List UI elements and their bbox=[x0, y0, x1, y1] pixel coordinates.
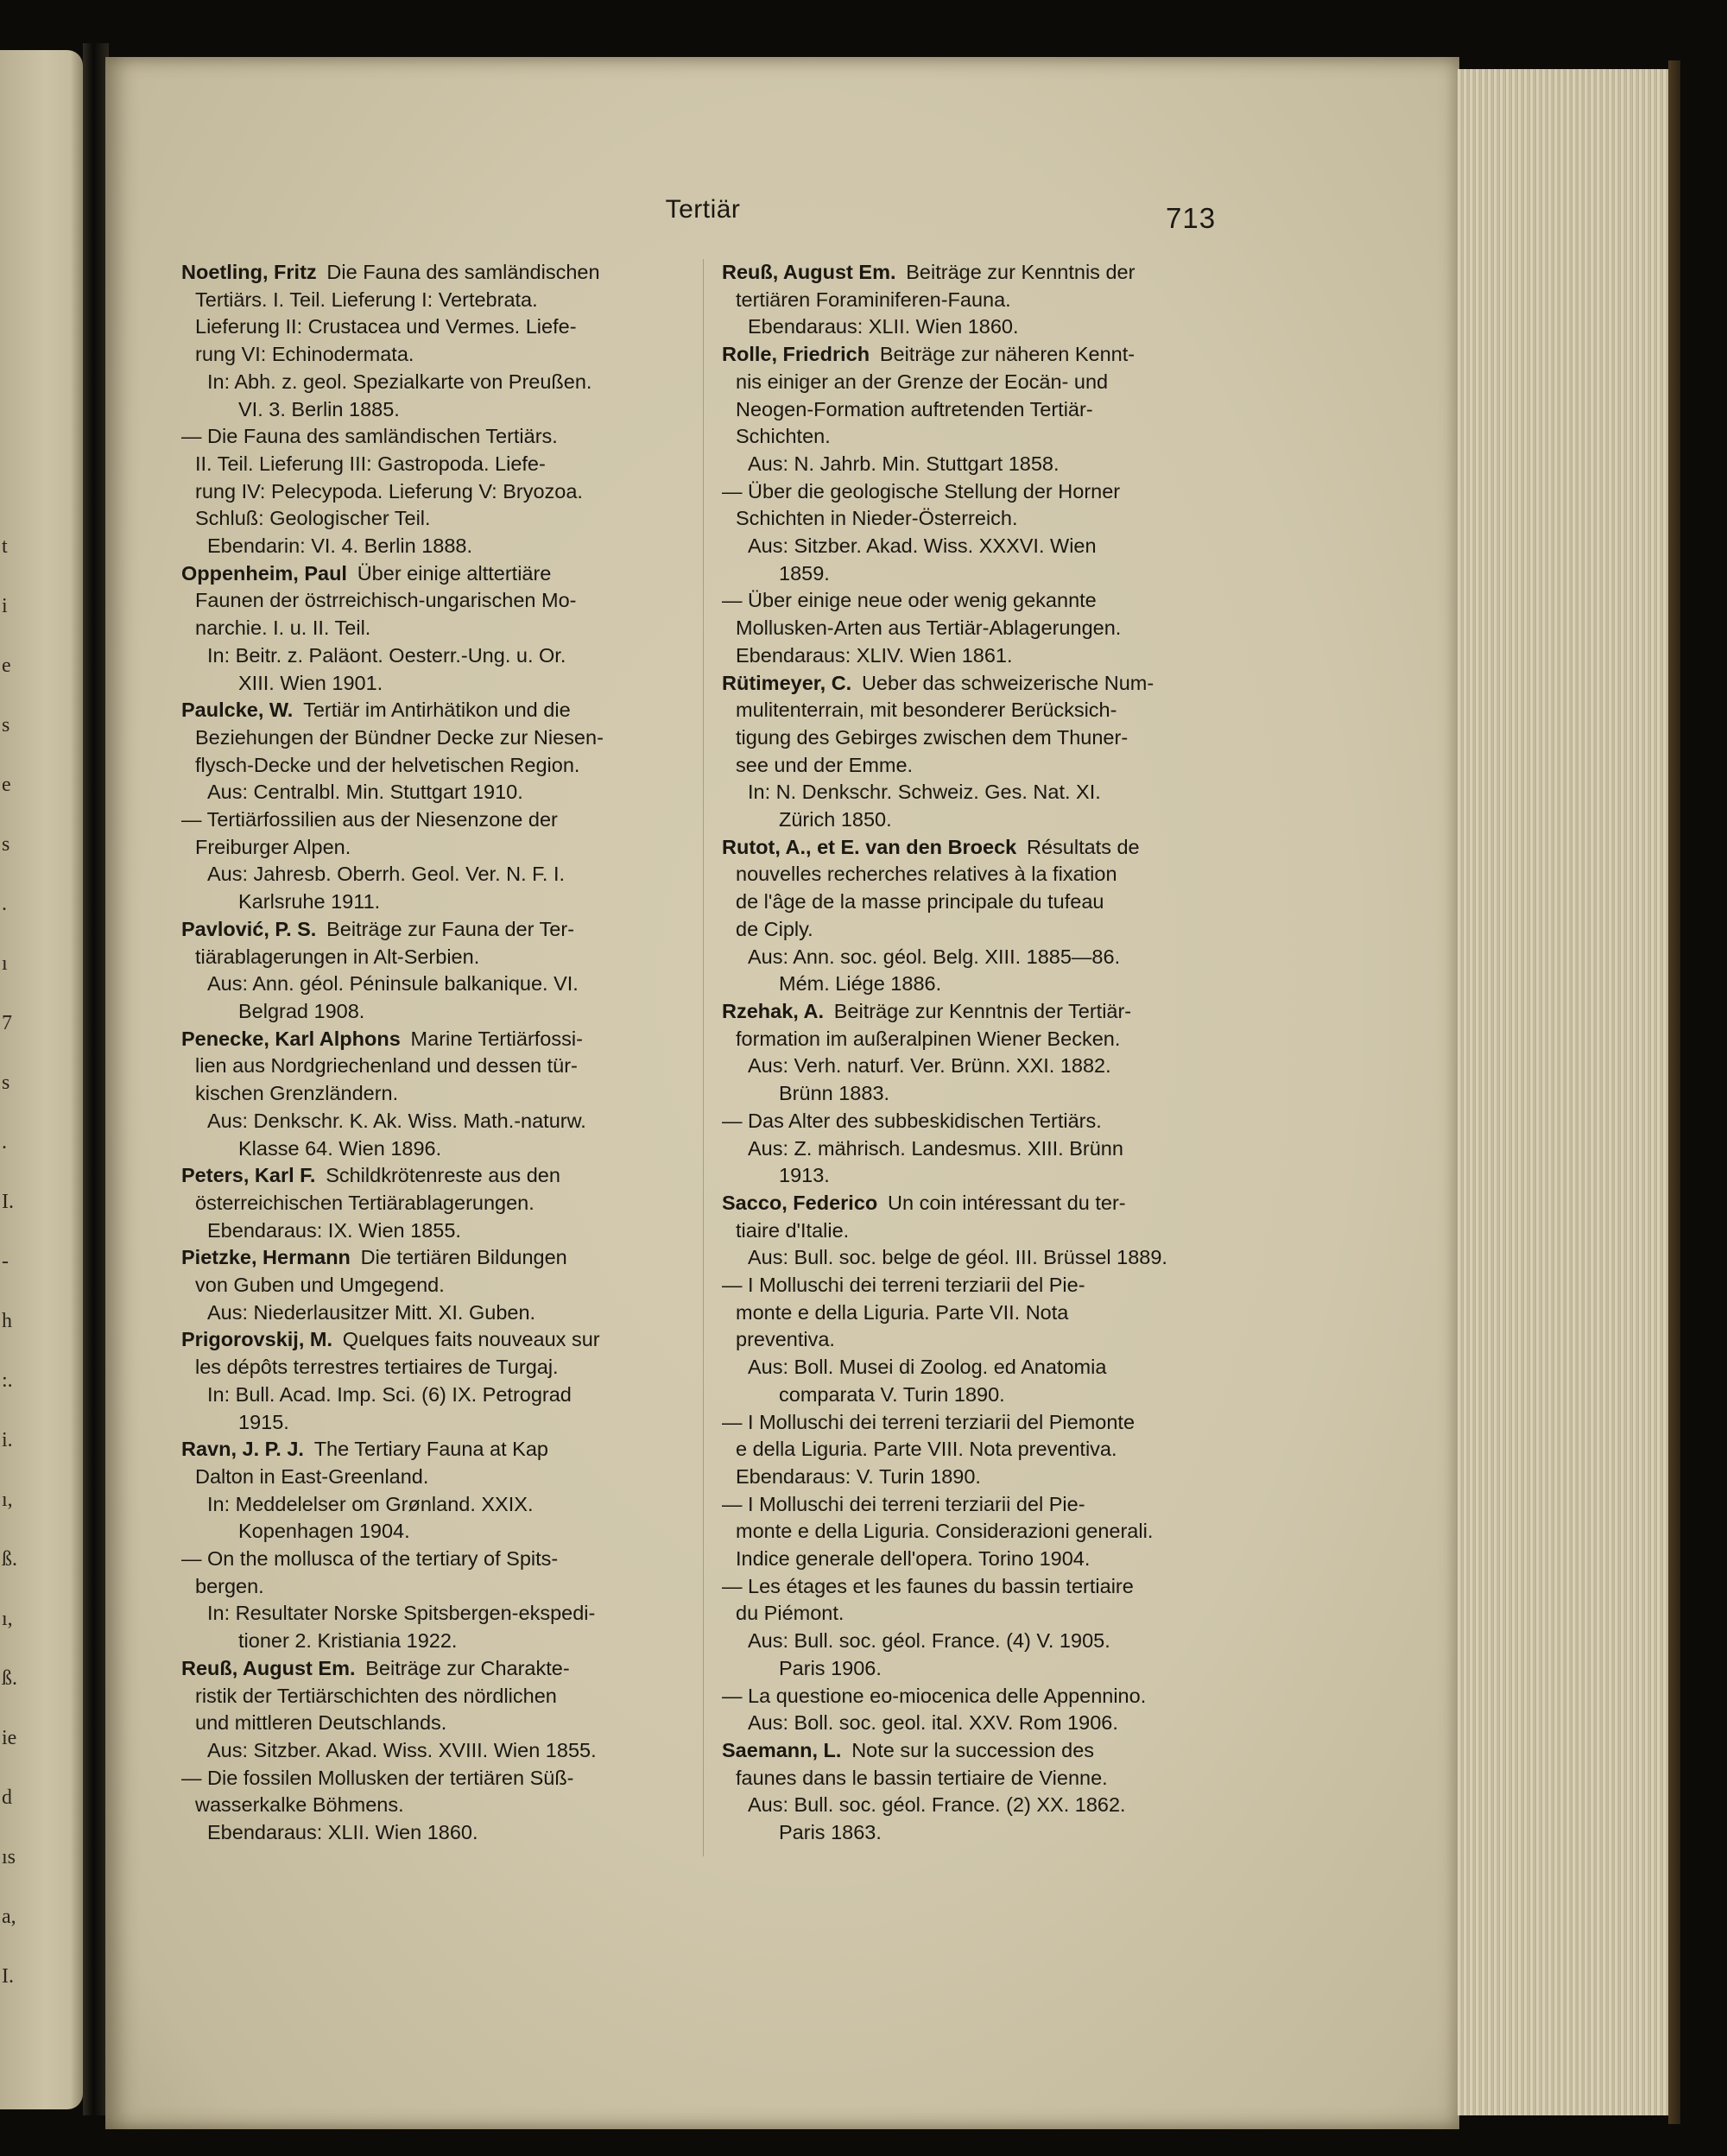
entry-text: wasserkalke Böhmens. bbox=[195, 1793, 404, 1817]
entry-text: Schildkrötenreste aus den bbox=[326, 1164, 560, 1187]
entry-source-line: Belgrad 1908. bbox=[238, 999, 365, 1022]
entry-text: Note sur la succession des bbox=[851, 1738, 1095, 1761]
entry-text: Beiträge zur Fauna der Ter- bbox=[326, 917, 575, 940]
entry-continuation-line bbox=[181, 1573, 689, 1601]
entry-text: bergen. bbox=[195, 1574, 264, 1597]
entry-continuation-line bbox=[181, 724, 689, 752]
entry-source-line: Ebendaraus: V. Turin 1890. bbox=[736, 1464, 981, 1488]
entry-author: Peters, Karl F. bbox=[181, 1164, 316, 1187]
entry-author: Rzehak, A. bbox=[722, 999, 824, 1022]
entry-continuation-line bbox=[181, 1053, 689, 1080]
entry-text: II. Teil. Lieferung III: Gastropoda. Liefe- bbox=[195, 452, 546, 475]
entry-text: Über einige neue oder wenig gekannte bbox=[748, 589, 1097, 612]
entry-title-line bbox=[722, 670, 1230, 698]
entry-text: Ueber das schweizerische Num- bbox=[861, 671, 1154, 694]
entry-text: Beiträge zur näheren Kennt- bbox=[879, 343, 1136, 366]
entry-text: On the mollusca of the tertiary of Spits- bbox=[207, 1547, 559, 1571]
entry-title-line bbox=[722, 587, 1230, 615]
ditto-dash: — bbox=[722, 1274, 743, 1297]
entry-title-line bbox=[181, 1244, 689, 1272]
entry-text: Die Fauna des samländischen bbox=[326, 261, 600, 283]
entry-source-line: Aus: Jahresb. Oberrh. Geol. Ver. N. F. I. bbox=[207, 863, 566, 886]
bibliography-entry bbox=[722, 1737, 1230, 1847]
facing-page-fragment: ß. bbox=[2, 1548, 17, 1571]
entry-text: Die Fauna des samländischen Tertiärs. bbox=[207, 425, 558, 448]
facing-page-fragment: d bbox=[2, 1786, 12, 1809]
entry-continuation-line bbox=[722, 752, 1230, 780]
entry-continuation-line bbox=[722, 888, 1230, 916]
entry-source-line: Aus: Sitzber. Akad. Wiss. XVIII. Wien 1855. bbox=[207, 1738, 597, 1761]
entry-continuation-line bbox=[722, 1600, 1230, 1628]
entry-source-line: Aus: Centralbl. Min. Stuttgart 1910. bbox=[207, 781, 523, 804]
entry-text: Beiträge zur Kenntnis der Tertiär- bbox=[833, 999, 1132, 1022]
entry-text: Faunen der östrreichisch-ungarischen Mo- bbox=[195, 589, 577, 612]
bibliography-entry bbox=[181, 1162, 689, 1244]
bibliography-entry bbox=[722, 1272, 1230, 1409]
entry-source-line: VI. 3. Berlin 1885. bbox=[238, 397, 400, 420]
facing-page-fragment: :. bbox=[2, 1369, 13, 1392]
entry-text: Tertiärfossilien aus der Niesenzone der bbox=[206, 808, 558, 831]
entry-author: Noetling, Fritz bbox=[181, 261, 317, 283]
entry-text: tertiären Foraminiferen-Fauna. bbox=[736, 288, 1011, 311]
column-divider bbox=[703, 259, 704, 1856]
facing-page-fragment: I. bbox=[2, 1965, 14, 1988]
entry-author: Rolle, Friedrich bbox=[722, 343, 870, 366]
bibliography-entry bbox=[722, 1108, 1230, 1190]
entry-text: Das Alter des subbeskidischen Tertiärs. bbox=[748, 1109, 1102, 1132]
facing-page-fragment: I. bbox=[2, 1191, 14, 1213]
entry-source-line: 1859. bbox=[779, 561, 830, 585]
entry-text: Beiträge zur Kenntnis der bbox=[906, 261, 1136, 283]
entry-source-line: Aus: Boll. Musei di Zoolog. ed Anatomia bbox=[748, 1356, 1107, 1379]
entry-source-line: Aus: Boll. soc. geol. ital. XXV. Rom 1906. bbox=[748, 1711, 1118, 1735]
facing-page-fragment: i bbox=[2, 595, 8, 617]
bibliography-entry bbox=[722, 1409, 1230, 1491]
bibliography-entry bbox=[722, 670, 1230, 834]
entry-title-line bbox=[722, 834, 1230, 862]
entry-text: Mollusken-Arten aus Tertiär-Ablagerungen. bbox=[736, 616, 1122, 640]
left-column bbox=[181, 259, 689, 1847]
entry-title-line bbox=[181, 1765, 689, 1792]
bibliography-entry bbox=[181, 916, 689, 1026]
entry-continuation-line bbox=[181, 341, 689, 369]
entry-author: Penecke, Karl Alphons bbox=[181, 1027, 401, 1050]
facing-page-fragment: ı, bbox=[2, 1489, 13, 1511]
page-block-edges bbox=[1458, 69, 1673, 2115]
entry-continuation-line bbox=[181, 1792, 689, 1819]
entry-text: Dalton in East-Greenland. bbox=[195, 1464, 429, 1488]
bibliography-entry bbox=[181, 423, 689, 560]
bibliography-entry bbox=[722, 1190, 1230, 1272]
entry-title-line bbox=[181, 1655, 689, 1683]
ditto-dash: — bbox=[722, 1574, 743, 1597]
entry-continuation-line bbox=[181, 1272, 689, 1299]
bibliography-entry bbox=[181, 1326, 689, 1436]
entry-text: Die tertiären Bildungen bbox=[360, 1246, 567, 1269]
facing-page-fragment: . bbox=[2, 1131, 7, 1154]
entry-title-line bbox=[722, 1190, 1230, 1217]
entry-source-line: Klasse 64. Wien 1896. bbox=[238, 1136, 442, 1160]
bibliography-entry bbox=[181, 697, 689, 806]
bibliography-entry bbox=[181, 1026, 689, 1163]
ditto-dash: — bbox=[722, 1410, 743, 1433]
ditto-dash: — bbox=[181, 425, 202, 448]
facing-page-fragment: t bbox=[2, 535, 8, 558]
entry-continuation-line bbox=[181, 1190, 689, 1217]
entry-source-line: Aus: Ann. soc. géol. Belg. XIII. 1885—86. bbox=[748, 945, 1121, 968]
bibliography-entry bbox=[181, 1436, 689, 1546]
entry-continuation-line bbox=[722, 1518, 1230, 1546]
bibliography-entry bbox=[722, 341, 1230, 478]
entry-source-line: Ebendaraus: IX. Wien 1855. bbox=[207, 1218, 461, 1242]
entry-source-line: In: N. Denkschr. Schweiz. Ges. Nat. XI. bbox=[748, 781, 1101, 804]
entry-title-line bbox=[722, 1272, 1230, 1299]
ditto-dash: — bbox=[181, 1766, 202, 1789]
entry-continuation-line bbox=[181, 451, 689, 478]
entry-title-line bbox=[722, 1491, 1230, 1519]
facing-page-fragment: e bbox=[2, 774, 11, 796]
entry-text: Die fossilen Mollusken der tertiären Süß- bbox=[207, 1766, 574, 1789]
entry-author: Rütimeyer, C. bbox=[722, 671, 852, 694]
entry-text: mulitenterrain, mit besonderer Berücksich- bbox=[736, 699, 1117, 722]
entry-title-line bbox=[181, 916, 689, 944]
bibliography-entry bbox=[722, 1491, 1230, 1573]
entry-text: e della Liguria. Parte VIII. Nota preventiva. bbox=[736, 1438, 1117, 1461]
entry-text: von Guben und Umgegend. bbox=[195, 1274, 445, 1297]
entry-text: Résultats de bbox=[1027, 835, 1140, 858]
entry-title-line bbox=[722, 1573, 1230, 1601]
entry-author: Saemann, L. bbox=[722, 1738, 842, 1761]
entry-text: Un coin intéressant du ter- bbox=[888, 1191, 1126, 1214]
entry-source-line: Aus: Verh. naturf. Ver. Brünn. XXI. 1882. bbox=[748, 1054, 1111, 1078]
bibliography-entry bbox=[181, 806, 689, 916]
facing-page-fragment: a, bbox=[2, 1906, 16, 1928]
entry-text: rung VI: Echinodermata. bbox=[195, 343, 414, 366]
ditto-dash: — bbox=[181, 808, 202, 831]
entry-source-line: Aus: Sitzber. Akad. Wiss. XXXVI. Wien bbox=[748, 534, 1097, 558]
entry-text: Tertiärs. I. Teil. Lieferung I: Vertebrata. bbox=[195, 288, 538, 311]
facing-page-fragment: s bbox=[2, 1072, 10, 1094]
running-title: Tertiär bbox=[665, 195, 741, 224]
entry-continuation-line bbox=[722, 1326, 1230, 1354]
entry-continuation-line bbox=[722, 423, 1230, 451]
entry-text: The Tertiary Fauna at Kap bbox=[313, 1438, 548, 1461]
entry-source-line: 1913. bbox=[779, 1164, 830, 1187]
bibliography-entry bbox=[722, 478, 1230, 588]
entry-text: I Molluschi dei terreni terziarii del Pie- bbox=[748, 1274, 1085, 1297]
entry-continuation-line bbox=[722, 1217, 1230, 1245]
entry-text: kischen Grenzländern. bbox=[195, 1082, 399, 1105]
entry-source-line: Aus: Bull. soc. belge de géol. III. Brüssel 1889. bbox=[748, 1246, 1167, 1269]
entry-title-line bbox=[722, 1737, 1230, 1765]
entry-author: Pavlović, P. S. bbox=[181, 917, 317, 940]
entry-text: tigung des Gebirges zwischen dem Thuner- bbox=[736, 725, 1129, 749]
ditto-dash: — bbox=[722, 1109, 743, 1132]
bibliography-entry bbox=[181, 1244, 689, 1326]
cover-edge bbox=[1668, 60, 1680, 2124]
entry-title-line bbox=[181, 1546, 689, 1573]
entry-continuation-line bbox=[722, 287, 1230, 314]
entry-continuation-line bbox=[181, 287, 689, 314]
facing-page-fragment: ie bbox=[2, 1727, 17, 1749]
ditto-dash: — bbox=[181, 1547, 202, 1571]
entry-text: formation im außeralpinen Wiener Becken. bbox=[736, 1027, 1121, 1050]
entry-source-line: In: Meddelelser om Grønland. XXIX. bbox=[207, 1492, 534, 1515]
entry-text: les dépôts terrestres tertiaires de Turgaj. bbox=[195, 1356, 559, 1379]
entry-continuation-line bbox=[181, 615, 689, 642]
facing-page-fragment: ß. bbox=[2, 1667, 17, 1690]
entry-source-line: comparata V. Turin 1890. bbox=[779, 1382, 1005, 1406]
entry-continuation-line bbox=[181, 587, 689, 615]
entry-source-line: Paris 1906. bbox=[779, 1656, 882, 1679]
entry-source-line: Aus: Z. mährisch. Landesmus. XIII. Brünn bbox=[748, 1136, 1123, 1160]
entry-text: Schichten. bbox=[736, 425, 831, 448]
entry-source-line: Aus: Niederlausitzer Mitt. XI. Guben. bbox=[207, 1300, 536, 1324]
entry-text: monte e della Liguria. Considerazioni generali. bbox=[736, 1520, 1154, 1543]
entry-continuation-line bbox=[722, 1546, 1230, 1573]
entry-source-line: tioner 2. Kristiania 1922. bbox=[238, 1629, 458, 1653]
entry-source-line: 1915. bbox=[238, 1410, 289, 1433]
entry-title-line bbox=[181, 1326, 689, 1354]
facing-page-fragment: . bbox=[2, 893, 7, 915]
bibliography-entry bbox=[722, 1683, 1230, 1737]
entry-continuation-line bbox=[181, 1080, 689, 1108]
entry-title-line bbox=[722, 1409, 1230, 1437]
bibliography-entry bbox=[181, 1655, 689, 1765]
entry-text: nis einiger an der Grenze der Eocän- und bbox=[736, 370, 1109, 393]
entry-text: Freiburger Alpen. bbox=[195, 835, 351, 858]
entry-source-line: Aus: Bull. soc. géol. France. (4) V. 1905. bbox=[748, 1629, 1110, 1653]
entry-source-line: Karlsruhe 1911. bbox=[238, 890, 381, 914]
entry-source-line: Ebendaraus: XLIV. Wien 1861. bbox=[736, 643, 1013, 667]
facing-page-fragment: 7 bbox=[2, 1012, 12, 1034]
entry-text: Indice generale dell'opera. Torino 1904. bbox=[736, 1547, 1091, 1571]
entry-title-line bbox=[722, 341, 1230, 369]
entry-source-line: Ebendaraus: XLII. Wien 1860. bbox=[748, 315, 1019, 338]
entry-text: de Ciply. bbox=[736, 917, 813, 940]
entry-text: Schluß: Geologischer Teil. bbox=[195, 507, 431, 530]
facing-page-fragment: i. bbox=[2, 1429, 13, 1451]
entry-source-line: Paris 1863. bbox=[779, 1821, 882, 1844]
entry-author: Reuß, August Em. bbox=[181, 1656, 356, 1679]
entry-title-line bbox=[181, 1162, 689, 1190]
entry-title-line bbox=[722, 998, 1230, 1026]
entry-title-line bbox=[181, 259, 689, 287]
facing-page-fragment: ıs bbox=[2, 1846, 16, 1868]
entry-author: Pietzke, Hermann bbox=[181, 1246, 351, 1269]
entry-text: Tertiär im Antirhätikon und die bbox=[303, 699, 571, 722]
entry-source-line: Ebendaraus: XLII. Wien 1860. bbox=[207, 1821, 478, 1844]
entry-title-line bbox=[181, 1436, 689, 1464]
entry-continuation-line bbox=[181, 1683, 689, 1710]
entry-source-line: Mém. Liége 1886. bbox=[779, 972, 942, 996]
bibliography-entry bbox=[722, 1573, 1230, 1683]
entry-title-line bbox=[181, 1026, 689, 1053]
entry-text: Marine Tertiärfossi- bbox=[410, 1027, 583, 1050]
bibliography-entry bbox=[722, 834, 1230, 998]
entry-source-line: XIII. Wien 1901. bbox=[238, 671, 383, 694]
entry-text: du Piémont. bbox=[736, 1602, 845, 1625]
entry-author: Sacco, Federico bbox=[722, 1191, 878, 1214]
ditto-dash: — bbox=[722, 1684, 743, 1707]
entry-source-line: Aus: Ann. géol. Péninsule balkanique. VI. bbox=[207, 972, 579, 996]
entry-text: Neogen-Formation auftretenden Tertiär- bbox=[736, 397, 1093, 420]
left-page-edge bbox=[0, 50, 83, 2109]
entry-source-line: In: Beitr. z. Paläont. Oesterr.-Ung. u. Or. bbox=[207, 643, 566, 667]
facing-page-fragment: e bbox=[2, 654, 11, 677]
entry-author: Ravn, J. P. J. bbox=[181, 1438, 304, 1461]
bibliography-entry bbox=[722, 587, 1230, 669]
entry-continuation-line bbox=[181, 1710, 689, 1737]
entry-text: Über die geologische Stellung der Horner bbox=[748, 479, 1121, 503]
entry-text: I Molluschi dei terreni terziarii del Pie- bbox=[748, 1492, 1085, 1515]
entry-continuation-line bbox=[722, 1765, 1230, 1792]
entry-title-line bbox=[722, 259, 1230, 287]
entry-source-line: Aus: Bull. soc. géol. France. (2) XX. 1862. bbox=[748, 1793, 1126, 1817]
ditto-dash: — bbox=[722, 1492, 743, 1515]
entry-continuation-line bbox=[722, 697, 1230, 724]
entry-text: flysch-Decke und der helvetischen Region. bbox=[195, 753, 580, 776]
facing-page-fragment: h bbox=[2, 1310, 12, 1332]
page-number: 713 bbox=[1166, 202, 1217, 234]
ditto-dash: — bbox=[722, 589, 743, 612]
entry-continuation-line bbox=[181, 505, 689, 533]
entry-source-line: Ebendarin: VI. 4. Berlin 1888. bbox=[207, 534, 473, 558]
entry-continuation-line bbox=[181, 1464, 689, 1491]
entry-source-line: Kopenhagen 1904. bbox=[238, 1520, 410, 1543]
bibliography-entry bbox=[722, 998, 1230, 1108]
entry-text: Über einige alttertiäre bbox=[357, 561, 552, 585]
entry-text: see und der Emme. bbox=[736, 753, 914, 776]
entry-text: und mittleren Deutschlands. bbox=[195, 1711, 447, 1735]
entry-text: narchie. I. u. II. Teil. bbox=[195, 616, 371, 640]
entry-text: Beziehungen der Bündner Decke zur Niesen- bbox=[195, 725, 604, 749]
bibliography-entry bbox=[181, 259, 689, 423]
entry-continuation-line bbox=[722, 505, 1230, 533]
entry-text: nouvelles recherches relatives à la fixation bbox=[736, 863, 1117, 886]
bibliography-entry bbox=[181, 1546, 689, 1655]
entry-text: rung IV: Pelecypoda. Lieferung V: Bryozoa. bbox=[195, 479, 583, 503]
running-head bbox=[0, 195, 1727, 224]
entry-text: Beiträge zur Charakte- bbox=[365, 1656, 570, 1679]
entry-source-line: In: Bull. Acad. Imp. Sci. (6) IX. Petrograd bbox=[207, 1382, 572, 1406]
entry-text: tiärablagerungen in Alt-Serbien. bbox=[195, 945, 480, 968]
entry-title-line bbox=[722, 1683, 1230, 1710]
entry-source-line: In: Abh. z. geol. Spezialkarte von Preußen. bbox=[207, 370, 592, 393]
bibliography-entry bbox=[181, 560, 689, 698]
entry-title-line bbox=[181, 806, 689, 834]
entry-text: de l'âge de la masse principale du tufeau bbox=[736, 890, 1104, 914]
entry-continuation-line bbox=[181, 313, 689, 341]
facing-page-fragment: ı, bbox=[2, 1608, 13, 1630]
entry-author: Reuß, August Em. bbox=[722, 261, 896, 283]
entry-continuation-line bbox=[722, 861, 1230, 888]
entry-author: Rutot, A., et E. van den Broeck bbox=[722, 835, 1017, 858]
entry-text: Lieferung II: Crustacea und Vermes. Liefe- bbox=[195, 315, 577, 338]
right-column bbox=[722, 259, 1230, 1847]
entry-text: ristik der Tertiärschichten des nördlichen bbox=[195, 1684, 557, 1707]
entry-continuation-line bbox=[181, 944, 689, 971]
entry-continuation-line bbox=[722, 369, 1230, 396]
entry-text: Les étages et les faunes du bassin tertiaire bbox=[748, 1574, 1134, 1597]
entry-text: Quelques faits nouveaux sur bbox=[342, 1328, 600, 1351]
entry-text: tiaire d'Italie. bbox=[736, 1218, 850, 1242]
entry-continuation-line bbox=[181, 834, 689, 862]
bibliography-entry bbox=[181, 1765, 689, 1847]
entry-continuation-line bbox=[722, 1436, 1230, 1464]
entry-source-line: In: Resultater Norske Spitsbergen-ekspedi- bbox=[207, 1602, 596, 1625]
entry-title-line bbox=[181, 697, 689, 724]
entry-title-line bbox=[722, 478, 1230, 506]
entry-title-line bbox=[181, 423, 689, 451]
entry-text: faunes dans le bassin tertiaire de Vienne. bbox=[736, 1766, 1108, 1789]
ditto-dash: — bbox=[722, 479, 743, 503]
entry-continuation-line bbox=[722, 396, 1230, 424]
entry-continuation-line bbox=[722, 1026, 1230, 1053]
entry-title-line bbox=[181, 560, 689, 588]
entry-author: Oppenheim, Paul bbox=[181, 561, 347, 585]
entry-continuation-line bbox=[722, 1299, 1230, 1327]
facing-page-fragment: - bbox=[2, 1250, 9, 1273]
entry-source-line: Aus: Denkschr. K. Ak. Wiss. Math.-naturw. bbox=[207, 1109, 586, 1132]
entry-text: I Molluschi dei terreni terziarii del Piemonte bbox=[748, 1410, 1136, 1433]
entry-text: monte e della Liguria. Parte VII. Nota bbox=[736, 1300, 1069, 1324]
entry-continuation-line bbox=[181, 752, 689, 780]
entry-continuation-line bbox=[722, 916, 1230, 944]
entry-continuation-line bbox=[181, 478, 689, 506]
entry-continuation-line bbox=[181, 1354, 689, 1381]
entry-author: Prigorovskij, M. bbox=[181, 1328, 332, 1351]
entry-text: lien aus Nordgriechenland und dessen tür- bbox=[195, 1054, 578, 1078]
entry-text: Schichten in Nieder-Österreich. bbox=[736, 507, 1018, 530]
entry-text: La questione eo-miocenica delle Appennino. bbox=[748, 1684, 1147, 1707]
entry-author: Paulcke, W. bbox=[181, 699, 294, 722]
entry-source-line: Zürich 1850. bbox=[779, 808, 892, 831]
entry-source-line: Brünn 1883. bbox=[779, 1082, 890, 1105]
facing-page-fragment: ı bbox=[2, 952, 8, 975]
entry-continuation-line bbox=[722, 615, 1230, 642]
facing-page-fragment: s bbox=[2, 833, 10, 856]
entry-source-line: Aus: N. Jahrb. Min. Stuttgart 1858. bbox=[748, 452, 1060, 475]
facing-page-fragment: s bbox=[2, 714, 10, 737]
entry-text: preventiva. bbox=[736, 1328, 835, 1351]
entry-continuation-line bbox=[722, 724, 1230, 752]
bibliography-entry bbox=[722, 259, 1230, 341]
entry-text: österreichischen Tertiärablagerungen. bbox=[195, 1191, 535, 1214]
entry-title-line bbox=[722, 1108, 1230, 1135]
